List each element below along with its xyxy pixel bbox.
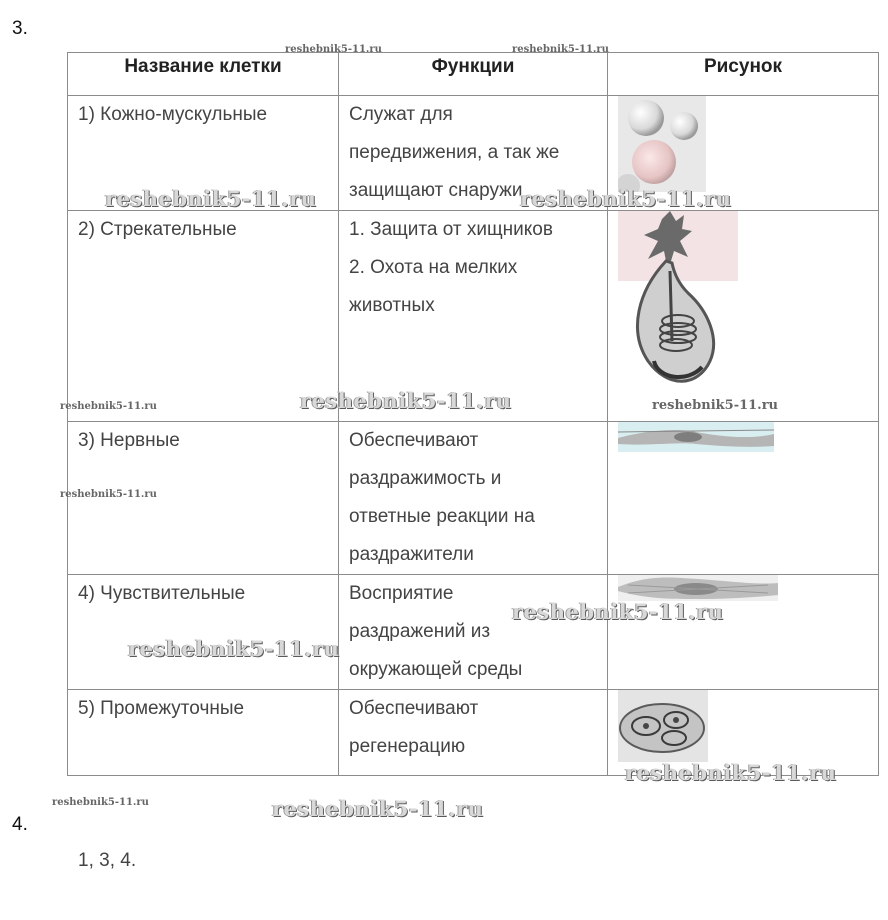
watermark-small: reshebnik5-11.ru: [52, 797, 149, 808]
watermark: reshebnik5-11.ru: [105, 186, 317, 211]
cell-function: [339, 690, 608, 776]
cell-figure: [608, 422, 879, 575]
intermediate-cell-drawing: [618, 690, 708, 762]
watermark: reshebnik5-11.ru: [512, 599, 724, 624]
function-line: передвижения, а так же: [349, 142, 560, 163]
watermark-small: reshebnik5-11.ru: [60, 401, 157, 412]
watermark-small: reshebnik5-11.ru: [285, 44, 382, 55]
sensory-cell-drawing: [618, 575, 778, 601]
watermark: reshebnik5-11.ru: [300, 388, 512, 413]
watermark: reshebnik5-11.ru: [128, 636, 340, 661]
cell-figure: [608, 211, 879, 422]
cell-function: [339, 422, 608, 575]
cell-name: 1) Кожно-мускульные: [68, 96, 339, 211]
watermark-small: reshebnik5-11.ru: [60, 489, 157, 500]
header-figure: Рисунок: [608, 53, 879, 96]
task-4-answer: 1, 3, 4.: [78, 850, 137, 871]
function-line: регенерацию: [349, 736, 466, 757]
function-line: 1. Защита от хищников: [349, 219, 553, 240]
task-4-number: 4.: [12, 814, 28, 835]
cell-name: 4) Чувствительные: [68, 575, 339, 690]
cell-figure: [608, 575, 879, 690]
watermark: reshebnik5-11.ru: [625, 760, 837, 785]
function-line: ответные реакции на: [349, 506, 535, 527]
function-line: раздражений из: [349, 621, 491, 642]
epithelial-muscle-cell-drawing: [618, 96, 706, 192]
task-3-number: 3.: [12, 18, 28, 39]
function-line: Обеспечивают: [349, 698, 479, 719]
table-row: [68, 422, 879, 575]
nerve-cell-drawing: [618, 422, 774, 452]
cell-name: 5) Промежуточные: [68, 690, 339, 776]
watermark: reshebnik5-11.ru: [520, 186, 732, 211]
function-line: 2. Охота на мелких: [349, 257, 518, 278]
watermark-small: reshebnik5-11.ru: [652, 398, 779, 413]
function-line: животных: [349, 295, 435, 316]
function-line: защищают снаружи: [349, 180, 523, 201]
function-line: раздражители: [349, 544, 474, 565]
cell-name: 3) Нервные: [68, 422, 339, 575]
watermark: reshebnik5-11.ru: [272, 796, 484, 821]
function-line: раздражимость и: [349, 468, 502, 489]
function-line: Восприятие: [349, 583, 454, 604]
function-line: Служат для: [349, 104, 453, 125]
cell-function: [339, 575, 608, 690]
cell-types-table: [67, 52, 879, 776]
table-row: [68, 575, 879, 690]
watermark-small: reshebnik5-11.ru: [512, 44, 609, 55]
header-functions: Функции: [339, 53, 608, 96]
stinging-cell-drawing: [618, 211, 738, 391]
header-cell-name: Название клетки: [68, 53, 339, 96]
table-header-row: [68, 53, 879, 96]
function-line: окружающей среды: [349, 659, 523, 680]
function-line: Обеспечивают: [349, 430, 479, 451]
cell-name: 2) Стрекательные: [68, 211, 339, 422]
